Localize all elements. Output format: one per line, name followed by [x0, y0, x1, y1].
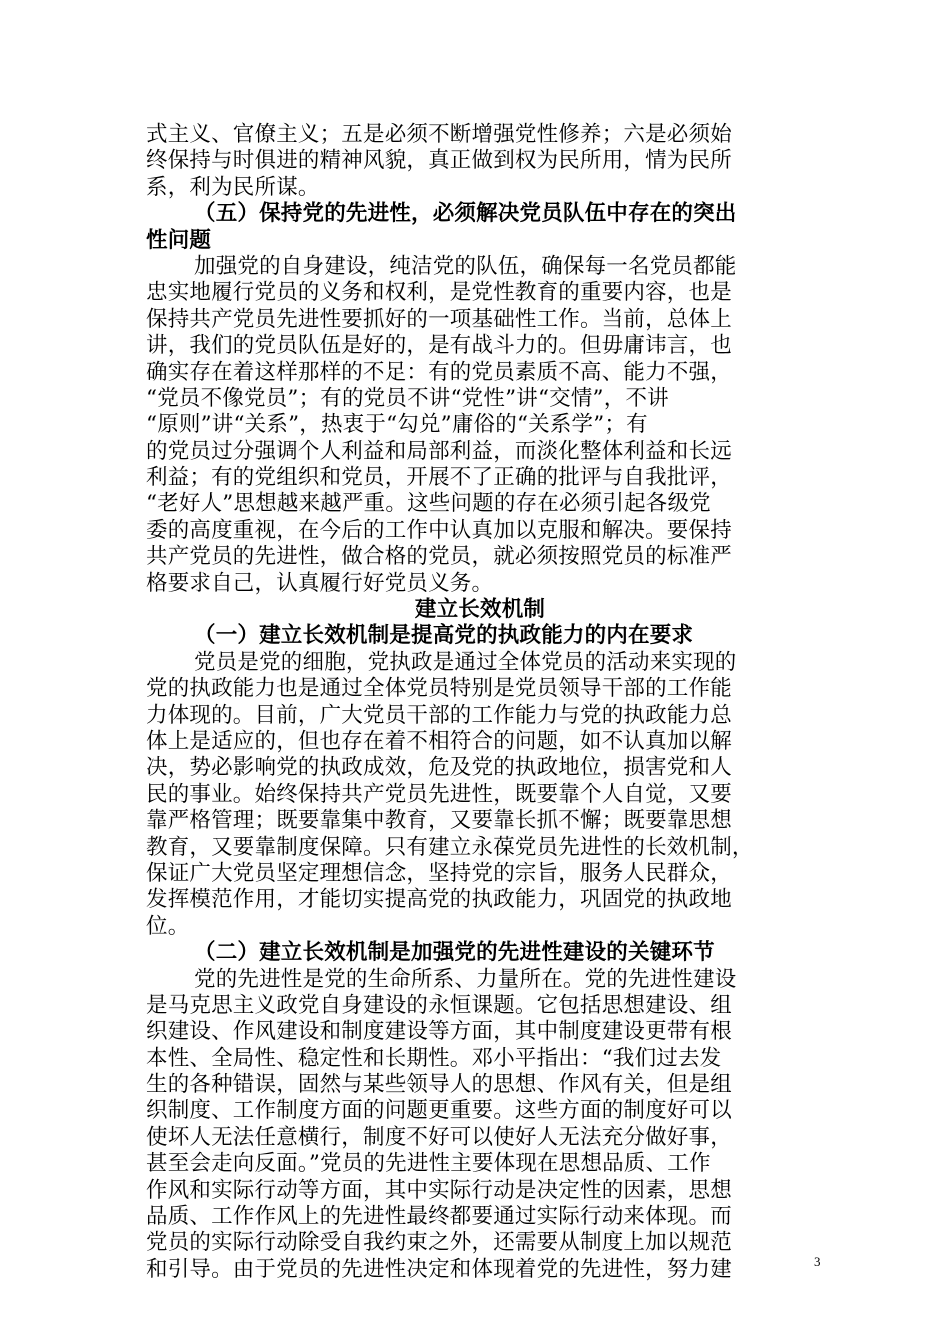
text-line: 生的各种错误，固然与某些领导人的思想、作风有关，但是组 [146, 1072, 732, 1098]
text-line: “党员不像党员”；有的党员不讲“党性”讲“交情”，不讲 [146, 385, 669, 411]
text-line: 位。 [146, 913, 190, 939]
text-line: 终保持与时俱进的精神风貌，真正做到权为民所用，情为民所 [146, 148, 732, 174]
text-line: 讲，我们的党员队伍是好的，是有战斗力的。但毋庸讳言，也 [146, 333, 732, 359]
text-line: 党员的实际行动除受自我约束之外，还需要从制度上加以规范 [146, 1230, 732, 1256]
text-line: 格要求自己，认真履行好党员义务。 [146, 570, 494, 596]
text-line: 体上是适应的，但也存在着不相符合的问题，如不认真加以解 [146, 728, 732, 754]
text-line: 保持共产党员先进性要抓好的一项基础性工作。当前，总体上 [146, 306, 732, 332]
text-line: 使坏人无法任意横行，制度不好可以使好人无法充分做好事， [146, 1124, 732, 1150]
section-heading: （五）保持党的先进性，必须解决党员队伍中存在的突出 [194, 201, 737, 227]
paragraph-first-line: 党的先进性是党的生命所系、力量所在。党的先进性建设 [194, 966, 737, 992]
section-heading-continuation: 性问题 [146, 227, 212, 253]
document-body [146, 122, 814, 1283]
text-line: 忠实地履行党员的义务和权利，是党性教育的重要内容，也是 [146, 280, 732, 306]
paragraph-first-line: 加强党的自身建设，纯洁党的队伍，确保每一名党员都能 [194, 253, 737, 279]
text-line: 甚至会走向反面。”党员的先进性主要体现在思想品质、工作 [146, 1151, 711, 1177]
text-line: 决，势必影响党的执政成效，危及党的执政地位，损害党和人 [146, 755, 732, 781]
text-line: 品质、工作作风上的先进性最终都要通过实际行动来体现。而 [146, 1204, 732, 1230]
text-line: 的党员过分强调个人利益和局部利益，而淡化整体利益和长远 [146, 438, 732, 464]
text-line: 作风和实际行动等方面，其中实际行动是决定性的因素，思想 [146, 1177, 732, 1203]
text-line: “老好人”思想越来越严重。这些问题的存在必须引起各级党 [146, 491, 711, 517]
paragraph-first-line: 党员是党的细胞，党执政是通过全体党员的活动来实现的 [194, 649, 737, 675]
text-line: 织建设、作风建设和制度建设等方面，其中制度建设更带有根 [146, 1019, 732, 1045]
text-line: “原则”讲“关系”，热衷于“勾兑”庸俗的“关系学”；有 [146, 412, 648, 438]
chapter-title: 建立长效机制 [414, 597, 546, 623]
text-line: 本性、全局性、稳定性和长期性。邓小平指出：“我们过去发 [146, 1045, 722, 1071]
text-line: 靠严格管理；既要靠集中教育，又要靠长抓不懈；既要靠思想 [146, 808, 732, 834]
text-line: 织制度、工作制度方面的问题更重要。这些方面的制度好可以 [146, 1098, 732, 1124]
text-line: 民的事业。始终保持共产党员先进性，既要靠个人自觉，又要 [146, 781, 732, 807]
text-line: 确实存在着这样那样的不足：有的党员素质不高、能力不强， [146, 359, 732, 385]
section-heading: （二）建立长效机制是加强党的先进性建设的关键环节 [194, 940, 715, 966]
text-line: 力体现的。目前，广大党员干部的工作能力与党的执政能力总 [146, 702, 732, 728]
text-line: 党的执政能力也是通过全体党员特别是党员领导干部的工作能 [146, 676, 732, 702]
text-line: 式主义、官僚主义；五是必须不断增强党性修养；六是必须始 [146, 122, 732, 147]
text-line: 共产党员的先进性，做合格的党员，就必须按照党员的标准严 [146, 544, 732, 570]
text-line: 保证广大党员坚定理想信念，坚持党的宗旨，服务人民群众， [146, 860, 732, 886]
section-heading: （一）建立长效机制是提高党的执政能力的内在要求 [194, 623, 694, 649]
text-line: 发挥模范作用，才能切实提高党的执政能力，巩固党的执政地 [146, 887, 732, 913]
text-line: 委的高度重视，在今后的工作中认真加以克服和解决。要保持 [146, 517, 732, 543]
text-line: 系，利为民所谋。 [146, 174, 320, 200]
text-line: 教育，又要靠制度保障。只有建立永葆党员先进性的长效机制， [146, 834, 754, 860]
text-line: 是马克思主义政党自身建设的永恒课题。它包括思想建设、组 [146, 992, 732, 1018]
text-line: 利益；有的党组织和党员，开展不了正确的批评与自我批评， [146, 465, 732, 491]
text-line: 和引导。由于党员的先进性决定和体现着党的先进性，努力建 [146, 1256, 732, 1282]
page-number: 3 [814, 1254, 821, 1269]
